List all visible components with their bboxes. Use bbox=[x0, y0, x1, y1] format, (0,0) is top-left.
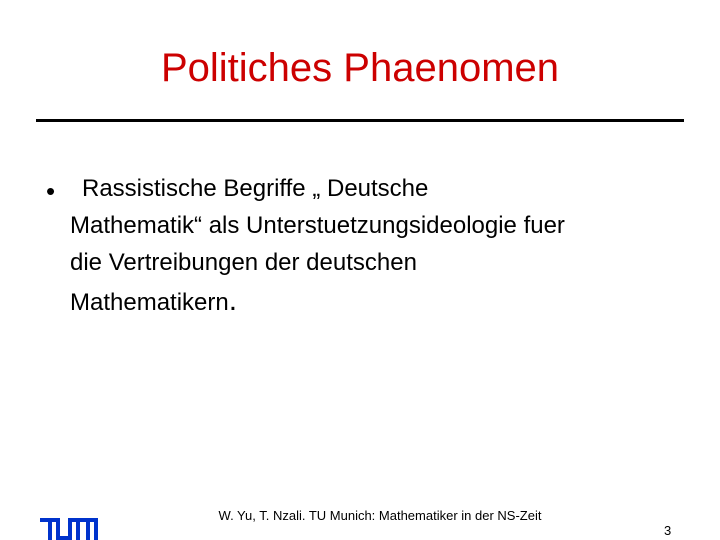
bullet-end-period: . bbox=[228, 284, 238, 317]
bullet-line-4-text: Mathematikern bbox=[70, 289, 229, 316]
bullet-marker: • bbox=[46, 176, 56, 206]
bullet-line-1: Rassistische Begriffe „ Deutsche bbox=[82, 175, 429, 202]
page-number: 3 bbox=[664, 523, 672, 538]
bullet-line-4 bbox=[70, 286, 237, 318]
title-divider bbox=[36, 119, 684, 122]
slide-title: Politiches Phaenomen bbox=[160, 46, 560, 90]
footer-text: W. Yu, T. Nzali. TU Munich: Mathematiker in der NS-Zeit bbox=[218, 508, 542, 523]
bullet-line-2: Mathematik“ als Unterstuetzungsideologie fuer bbox=[70, 212, 565, 239]
bullet-line-3: die Vertreibungen der deutschen bbox=[70, 249, 417, 276]
